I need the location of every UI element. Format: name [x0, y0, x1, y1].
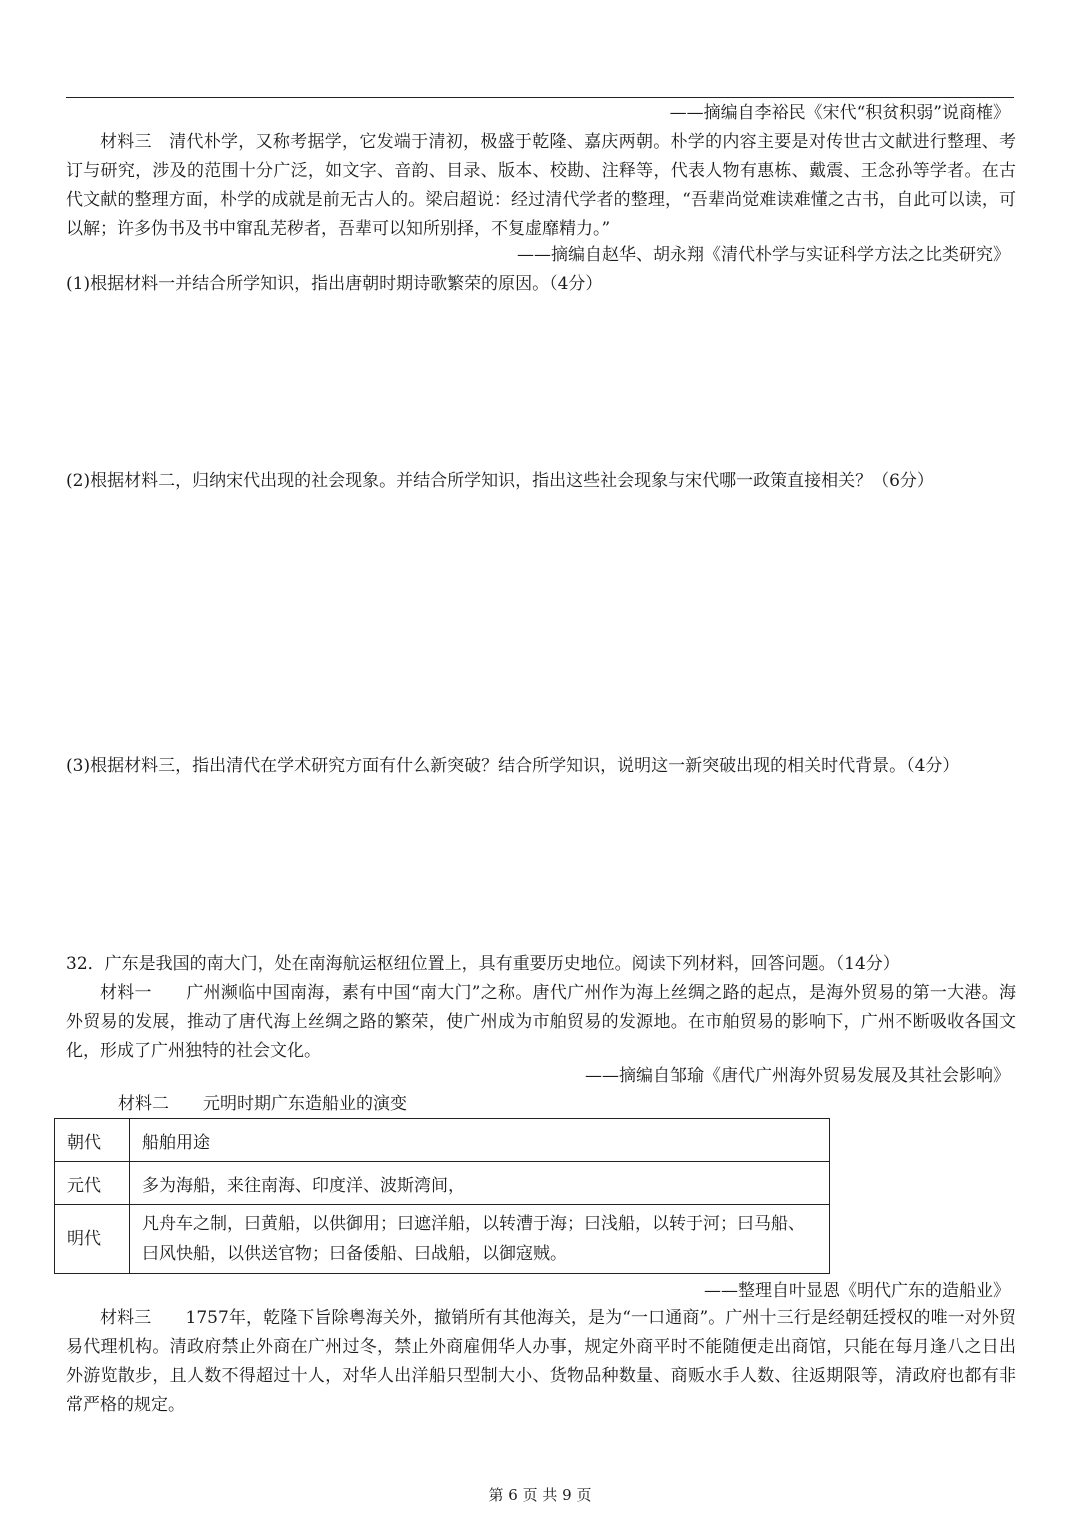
question-32-stem: 32．广东是我国的南大门，处在南海航运枢纽位置上，具有重要历史地位。阅读下列材料，回答问题。（14分）	[66, 954, 900, 974]
table-header-dynasty: 朝代	[55, 1119, 130, 1162]
table-header-row	[55, 1119, 830, 1162]
header-rule	[66, 97, 1014, 98]
table-row	[55, 1205, 830, 1274]
q32-material-two-title: 材料二 元明时期广东造船业的演变	[118, 1094, 407, 1114]
answer-space-1	[66, 300, 1011, 460]
shipbuilding-table	[54, 1118, 830, 1274]
table-cell-dynasty: 明代	[55, 1205, 130, 1274]
question-1: (1)根据材料一并结合所学知识，指出唐朝时期诗歌繁荣的原因。（4分）	[66, 274, 603, 294]
question-2: (2)根据材料二，归纳宋代出现的社会现象。并结合所学知识，指出这些社会现象与宋代哪一政策直接相关？（6分）	[66, 471, 934, 491]
table-header-usage: 船舶用途	[130, 1119, 830, 1162]
table-cell-dynasty: 元代	[55, 1162, 130, 1205]
source-citation-zou-yu: ——摘编自邹瑜《唐代广州海外贸易发展及其社会影响》	[585, 1066, 1010, 1086]
table-cell-usage: 凡舟车之制，曰黄船，以供御用；曰遮洋船，以转漕于海；曰浅船，以转于河；曰马船、曰风快船，以供送官物；曰备倭船、曰战船，以御寇贼。	[130, 1205, 830, 1274]
question-3: (3)根据材料三，指出清代在学术研究方面有什么新突破？结合所学知识，说明这一新突破出现的相关时代背景。（4分）	[66, 756, 960, 776]
table-row	[55, 1162, 830, 1205]
source-citation-li-yumin: ——摘编自李裕民《宋代“积贫积弱”说商榷》	[669, 103, 1010, 123]
answer-space-2	[66, 527, 1011, 747]
answer-space-3	[66, 812, 1011, 942]
q32-material-three: 材料三 1757年，乾隆下旨除粤海关外，撤销所有其他海关，是为“一口通商”。广州十三行是经朝廷授权的唯一对外贸易代理机构。清政府禁止外商在广州过冬，禁止外商雇佣华人办事，规定外商平时不能随便走出商馆，只能在每月逢八之日出外游览散步，且人数不得超过十人，对华人出洋船只型制大小、货物品种数量、商贩水手人数、往返期限等，清政府也都有非常严格的规定。	[66, 1308, 1016, 1415]
q32-material-one: 材料一 广州濒临中国南海，素有中国“南大门”之称。唐代广州作为海上丝绸之路的起点，是海外贸易的第一大港。海外贸易的发展，推动了唐代海上丝绸之路的繁荣，使广州成为市舶贸易的发源地。在市舶贸易的影响下，广州不断吸收各国文化，形成了广州独特的社会文化。	[66, 983, 1016, 1061]
page-number: 第 6 页 共 9 页	[488, 1486, 592, 1504]
source-citation-ye-xianen: ——整理自叶显恩《明代广东的造船业》	[704, 1281, 1010, 1301]
material-three-pu-xue: 材料三 清代朴学，又称考据学，它发端于清初，极盛于乾隆、嘉庆两朝。朴学的内容主要是对传世古文献进行整理、考订与研究，涉及的范围十分广泛，如文字、音韵、目录、版本、校勘、注释等，代表人物有惠栋、戴震、王念孙等学者。在古代文献的整理方面，朴学的成就是前无古人的。梁启超说：经过清代学者的整理，“吾辈尚觉难读难懂之古书，自此可以读，可以解；许多伪书及书中窜乱芜秽者，吾辈可以知所别择，不复虚靡精力。”	[66, 132, 1016, 239]
source-citation-zhao-hua: ——摘编自赵华、胡永翔《清代朴学与实证科学方法之比类研究》	[517, 245, 1010, 265]
table-cell-usage: 多为海船，来往南海、印度洋、波斯湾间，	[130, 1162, 830, 1205]
